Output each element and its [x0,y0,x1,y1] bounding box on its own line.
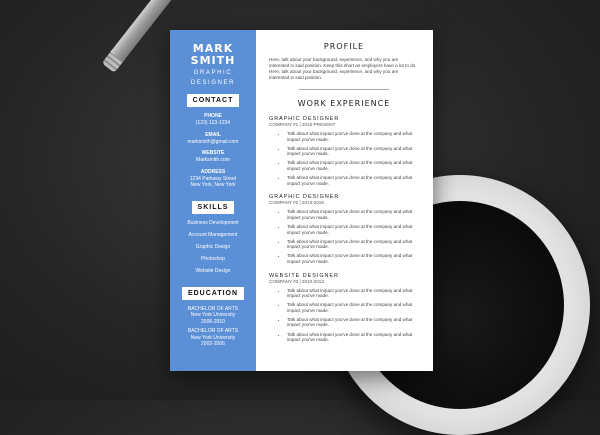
education-heading: EDUCATION [182,287,244,300]
skills-heading: SKILLS [192,201,235,214]
job-meta: COMPANY #3 | 2010-2013 [269,278,324,284]
resume-main [256,30,433,371]
skill-item: Business Development [187,219,239,226]
education-years: 2006-2010 [201,318,225,325]
contact-heading: CONTACT [187,94,240,107]
divider [299,89,389,90]
job-title: GRAPHIC DESIGNER [269,116,340,122]
address-line-2: New York, New York [190,182,236,188]
skill-item: Account Management [188,231,238,238]
experience-heading: WORK EXPERIENCE [297,99,391,108]
profile-heading: PROFILE [323,42,365,51]
resume-sheet [170,30,433,371]
job-entry [269,273,419,343]
skill-item: Graphic Design [195,243,231,250]
job-meta: COMPANY #1 | 2015-PRESENT [269,122,336,127]
job-bullet: • Talk about what impact you've done at the company and what impact you've made. [287,239,419,250]
job-bullet: • Talk about what impact you've done at the company and what impact you've made. [287,302,419,313]
job-entry [269,116,419,186]
education-degree: BACHELOR OF ARTS [187,328,239,334]
resume-sidebar [170,30,256,371]
job-bullet: • Talk about what impact you've done at the company and what impact you've made. [287,253,419,264]
education-item [170,306,256,326]
resume-name: MARK SMITH [190,42,236,67]
job-bullet: • Talk about what impact you've done at the company and what impact you've made. [287,332,419,343]
profile-text: Here, talk about your background, experience, and why you are interested in said position. Keep this short as employers have a lot to do. Here, talk about your background, experience, and why you are interested in said position. [269,57,417,80]
job-meta: COMPANY #2 | 2013-2015 [269,200,324,206]
job-bullet: • Talk about what impact you've done at the company and what impact you've made. [287,224,419,235]
job-bullet: • Talk about what impact you've done at the company and what impact you've made. [287,131,419,142]
education-item [170,328,256,348]
email-value: marksmith@gmail.com [187,138,239,145]
job-bullet: • Talk about what impact you've done at the company and what impact you've made. [287,175,419,186]
education-years: 2002-2006 [201,341,225,347]
website-value: Marksmith.com [196,157,230,163]
skill-item: Website Design [195,267,231,274]
job-bullet: • Talk about what impact you've done at the company and what impact you've made. [287,146,419,157]
job-bullets [269,131,419,186]
education-degree: BACHELOR OF ARTS [187,305,239,312]
job-bullet: • Talk about what impact you've done at the company and what impact you've made. [287,160,419,171]
job-bullet: • Talk about what impact you've done at the company and what impact you've made. [287,317,419,328]
phone-value: (123) 123-1234 [195,120,231,126]
job-bullet: • Talk about what impact you've done at the company and what impact you've made. [287,288,419,299]
job-bullets [269,209,419,264]
email-label: EMAIL [205,131,221,138]
address-line-1: 1234 Parkway Street [189,175,237,182]
address-label: ADDRESS [200,168,226,175]
job-title: WEBSITE DESIGNER [269,272,339,279]
resume-role-1: GRAPHIC [193,70,233,76]
job-title: GRAPHIC DESIGNER [269,194,340,201]
skill-item: Photoshop [201,255,225,262]
education-school: New York University [190,334,236,341]
resume-role-2: DESIGNER [190,80,236,86]
job-entry [269,194,419,264]
phone-label: PHONE [204,113,222,119]
job-bullet: • Talk about what impact you've done at the company and what impact you've made. [287,209,419,220]
job-bullets [269,288,419,343]
website-label: WEBSITE [201,150,225,156]
education-school: New York University [190,312,236,318]
